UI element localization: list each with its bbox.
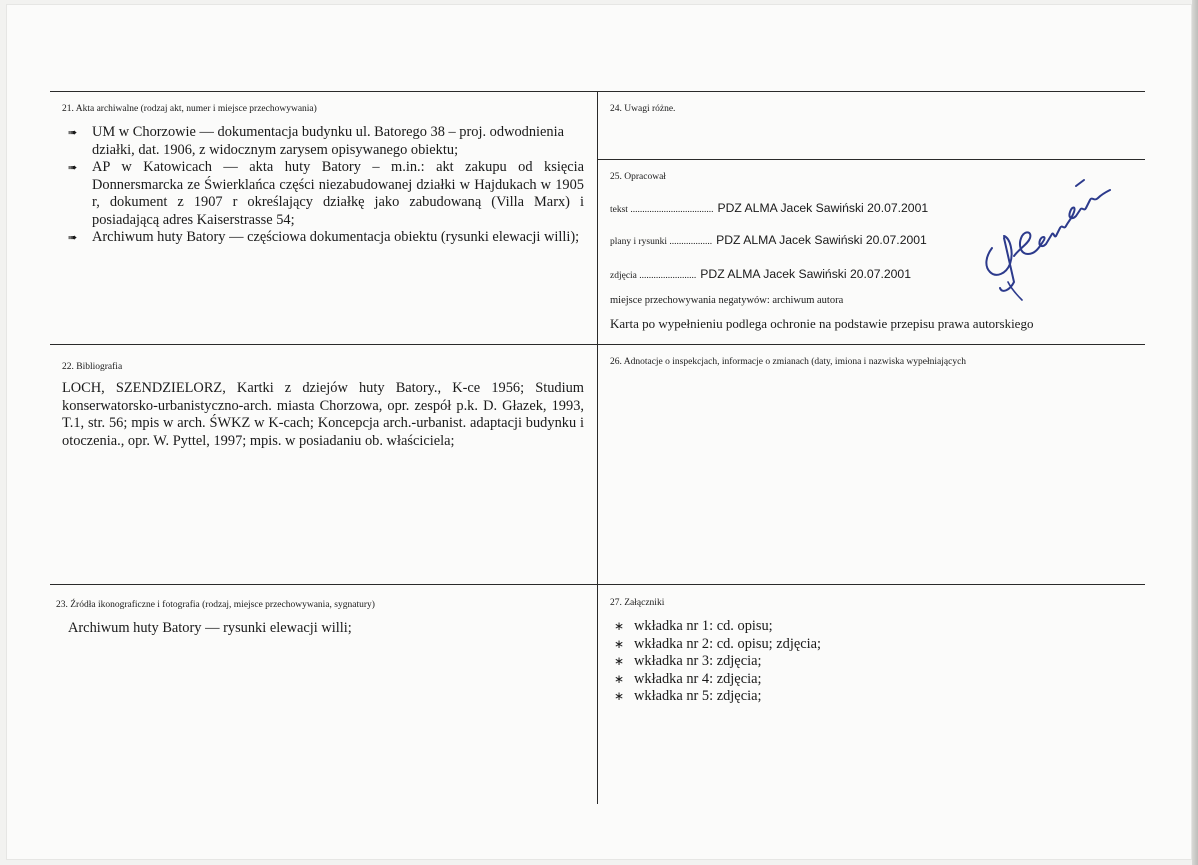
row-plany: plany i rysunki .................. PDZ ALMA Jacek Sawiński 20.07.2001: [610, 233, 927, 247]
rule-vertical: [597, 91, 598, 804]
list-item: ➠ UM w Chorzowie — dokumentacja budynku ul. Batorego 38 – proj. odwodnienia działki, dat. 1906, z widocznym zarysem opisywanego obiektu;: [68, 124, 565, 158]
section-22-label: 22. Bibliografia: [62, 362, 123, 372]
signature-icon: [980, 178, 1115, 303]
arrow-bullet-icon: ➠: [68, 126, 78, 139]
section-21-label: 21. Akta archiwalne (rodzaj akt, numer i miejsce przechowywania): [62, 104, 317, 114]
negatives-location: miejsce przechowywania negatywów: archiwum autora: [610, 295, 844, 306]
list-item: ∗ wkładka nr 3: zdjęcia;: [614, 653, 762, 669]
list-item: ➠ AP w Katowicach — akta huty Batory – m.in.: akt zakupu od księcia Donnersmarcka ze Świerklańca części niezabudowanej działki w Hajdukach w 1905 r, dokument z 1907 r określający działkę jako zabudowaną (Villa Marx) i posiadającą adres Kaiserstrasse 54;: [68, 159, 584, 228]
list-item: ➠ Archiwum huty Batory — częściowa dokumentacja obiektu (rysunki elewacji willi);: [68, 229, 580, 245]
author-value: PDZ ALMA Jacek Sawiński 20.07.2001: [700, 267, 911, 281]
copyright-note: Karta po wypełnieniu podlega ochronie na podstawie przepisu prawa autorskiego: [610, 316, 1034, 331]
list-item: ∗ wkładka nr 2: cd. opisu; zdjęcia;: [614, 635, 822, 652]
section-22-text: LOCH, SZENDZIELORZ, Kartki z dziejów huty Batory., K-ce 1956; Studium konserwatorsko-urbanistyczno-arch. miasta Chorzowa, opr. zespół p.k. D. Głazek, 1993, T.1, str. 56; mpis w arch. ŚWKZ w K-cach; Koncepcja arch.-urbanist. adaptacji budynku i otoczenia., opr. W. Pyttel, 1997; mpis. w posiadaniu ob. właściciela;: [62, 380, 584, 449]
section-23-text: Archiwum huty Batory — rysunki elewacji willi;: [68, 620, 352, 636]
row-zdjecia: zdjęcia ........................ PDZ ALMA Jacek Sawiński 20.07.2001: [610, 267, 911, 281]
rule-24-25: [598, 159, 1145, 160]
star-bullet-icon: ∗: [614, 636, 625, 651]
section-24-label: 24. Uwagi różne.: [610, 104, 676, 114]
author-value: PDZ ALMA Jacek Sawiński 20.07.2001: [717, 201, 929, 215]
arrow-bullet-icon: ➠: [68, 161, 78, 174]
section-27-list: [612, 618, 1112, 706]
arrow-bullet-icon: ➠: [68, 231, 78, 244]
star-bullet-icon: ∗: [614, 671, 625, 686]
page-edge: [1192, 0, 1198, 865]
star-bullet-icon: ∗: [614, 619, 625, 633]
section-25-label: 25. Opracował: [610, 172, 666, 182]
section-21-list: [62, 124, 584, 247]
list-item: ∗ wkładka nr 5: zdjęcia;: [614, 688, 762, 704]
list-item: ∗ wkładka nr 4: zdjęcia;: [614, 670, 762, 687]
section-27-label: 27. Załączniki: [610, 598, 665, 608]
star-bullet-icon: ∗: [614, 654, 625, 668]
author-value: PDZ ALMA Jacek Sawiński 20.07.2001: [716, 233, 927, 247]
section-26-label: 26. Adnotacje o inspekcjach, informacje o zmianach (daty, imiona i nazwiska wypełniających: [610, 357, 967, 367]
section-23-label: 23. Źródła ikonograficzne i fotografia (rodzaj, miejsce przechowywania, sygnatury): [56, 600, 375, 610]
list-item: ∗ wkładka nr 1: cd. opisu;: [614, 618, 773, 634]
row-tekst: tekst ................................... PDZ ALMA Jacek Sawiński 20.07.2001: [610, 201, 929, 215]
star-bullet-icon: ∗: [614, 689, 625, 703]
